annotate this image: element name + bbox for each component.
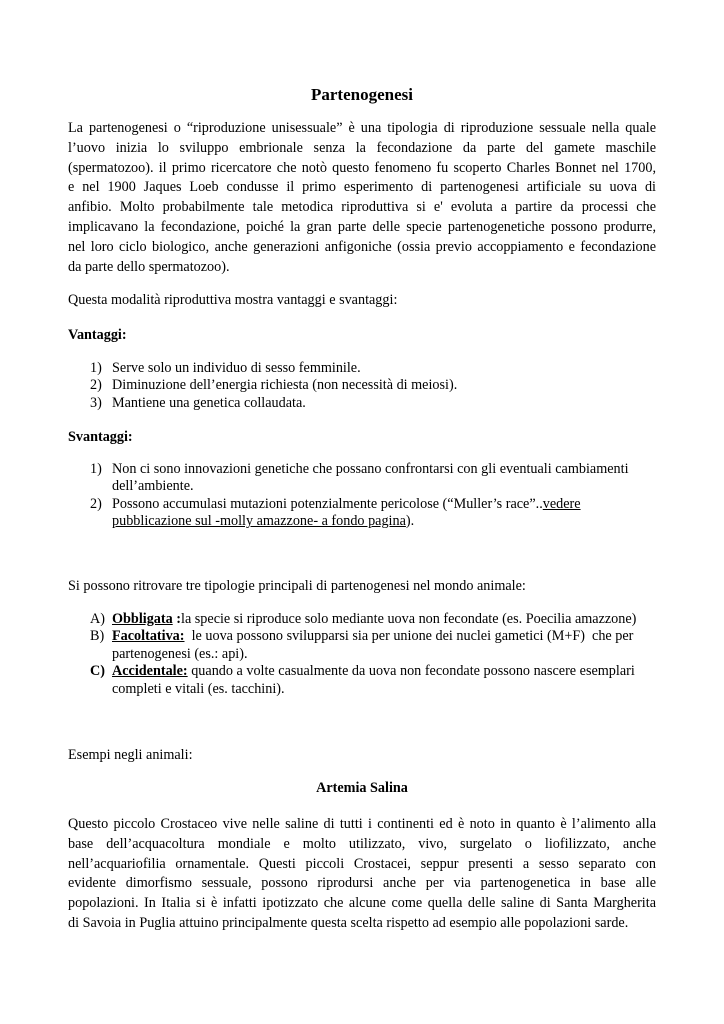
intro-line: (spermatozoo). il primo ricercatore che notò questo fenomeno fu scoperto Charles Bonnet nel 1700, [68,159,656,176]
artemia-line: nell’acquariofilia ornamentale. Questi piccoli Crostacei, seppur presenti a sesso separato con [68,855,656,872]
svantaggi-heading: Svantaggi: [68,429,133,445]
list-item: 2) Possono accumulasi mutazioni potenzialmente pericolose (“Muller’s race”..vedere pubblicazione sul -molly amazzone- a fondo pagina). [90,495,581,530]
intro-line: implicavano la fecondazione, poiché la gran parte delle specie partenogenetiche possono produrre, [68,218,656,235]
intro-line: anfibio. Molto probabilmente tale metodica riproduttiva si e' evoluta a partire da processi che [68,199,656,216]
list-item: 2) Diminuzione dell’energia richiesta (non necessità di meiosi). [90,377,458,394]
term-facoltativa: Facoltativa: [112,628,185,645]
term-obbligata: Obbligata [112,611,173,627]
vantaggi-list [68,360,656,412]
svantaggi-list [68,461,656,531]
list-item: 1) Serve solo un individuo di sesso femminile. [90,360,361,376]
artemia-line: popolazioni. In Italia si è infatti ipotizzato che alcune come quella delle saline di Santa Margherita [68,895,656,912]
vantaggi-heading: Vantaggi: [68,327,127,343]
intro-line: e nel 1900 Jaques Loeb condusse il primo esperimento di partenogenesi artificiale su uova di [68,179,656,196]
intro-line: La partenogenesi o “riproduzione unisessuale” è una tipologia di riproduzione sessuale nella quale [68,120,656,136]
page-title: Partenogenesi [311,85,413,104]
publication-link-continued[interactable]: pubblicazione sul -molly amazzone- a fondo pagina [112,513,406,530]
list-item: 3) Mantiene una genetica collaudata. [90,394,306,411]
intro-line: nel loro ciclo biologico, anche generazioni anfigoniche (ossia previo accoppiamento e fecondazione [68,238,656,255]
list-item: A) Obbligata :la specie si riproduce solo mediante uova non fecondate (es. Poecilia amazzone) [90,611,637,627]
modalita-paragraph: Questa modalità riproduttiva mostra vantaggi e svantaggi: [68,292,398,308]
intro-line: da parte dello spermatozoo). [68,258,230,275]
term-accidentale: Accidentale: [112,663,188,680]
list-item: C) Accidentale: quando a volte casualmente da uova non fecondate possono nascere esemplari completi e vitali (es. tacchini). [90,663,635,697]
intro-paragraph [68,119,656,277]
section-title-artemia: Artemia Salina [316,780,408,796]
list-item: 1) Non ci sono innovazioni genetiche che possano confrontarsi con gli eventuali cambiamenti dell’ambiente. [90,461,629,495]
artemia-line: di Savoia in Puglia attuino principalmente questa scelta rispetto ad esempio alle popolazioni sarde. [68,914,629,931]
esempi-paragraph: Esempi negli animali: [68,747,193,763]
artemia-line: base dell’acquacoltura mondiale e molto utilizzato, vivo, surgelato o liofilizzato, anche [68,835,656,852]
tipologie-list [68,611,656,698]
artemia-line: Questo piccolo Crostaceo vive nelle saline di tutti i continenti ed è noto in quanto è l’alimento alla [68,816,656,832]
intro-line: l’uovo inizia lo sviluppo embrionale senza la fecondazione da parte del gamete maschile [68,139,656,156]
tipologie-intro: Si possono ritrovare tre tipologie principali di partenogenesi nel mondo animale: [68,578,526,594]
list-item: B) Facoltativa: le uova possono svilupparsi sia per unione dei nuclei gametici (M+F) che per partenogenesi (es.: api). [90,628,634,662]
artemia-line: evidente dimorfismo sessuale, possono riprodursi anche per via partenogenetica in base alle [68,875,656,892]
publication-link[interactable]: vedere [542,495,581,512]
artemia-paragraph [68,815,656,934]
